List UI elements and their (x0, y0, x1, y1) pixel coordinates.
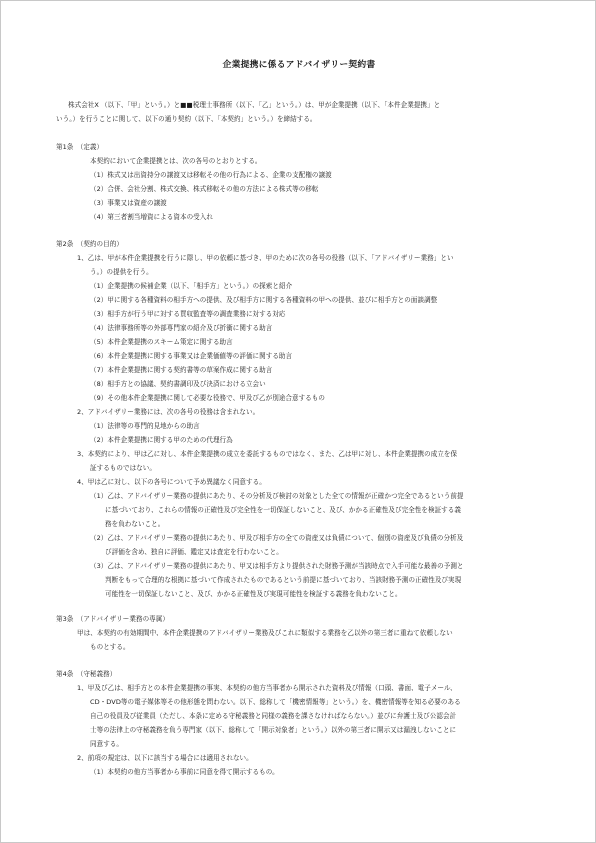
article-2-subitem: 務を負わないこと。 (105, 520, 165, 528)
article-4-paragraph: CD・DVD等の電子媒体等その他形態を問わない。以下、総称して「機密情報等」という。）を、機密情報等を知る必要のある (90, 698, 461, 706)
article-2-paragraph: 4、甲は乙に対し、以下の各号について予め異議なく同意する。 (77, 478, 266, 486)
article-1-item: （1）株式又は出資持分の譲渡又は移転その他の行為による、企業の支配権の譲渡 (90, 171, 332, 179)
article-3-body: 甲は、本契約の有効期間中、本件企業提携のアドバイザリー業務及びこれに類似する業務を乙以外の第三者に重ねて依頼しない (77, 629, 453, 637)
article-2-heading: 第2条 （契約の目的） (56, 240, 123, 248)
article-4-paragraph: 2、前項の規定は、以下に該当する場合には適用されない。 (77, 754, 253, 762)
article-2-paragraph: 2、アドバイザリー業務には、次の各号の役務は含まれない。 (77, 408, 260, 416)
article-2-paragraph: 1、乙は、甲が本件企業提携を行うに際し、甲の依頼に基づき、甲のために次の各号の役務（以下、「アドバイザリー業務」とい (77, 254, 454, 262)
preamble-line: いう。）を行うことに関して、以下の通り契約（以下、「本契約」という。）を締結する。 (56, 115, 317, 123)
article-1-item: （4）第三者割当増資による資本の受入れ (90, 213, 213, 221)
article-2-paragraph: 証するものではない。 (90, 464, 156, 472)
article-4-paragraph: 1、甲及び乙は、相手方との本件企業提携の事実、本契約の他方当事者から開示された資料及び情報（口頭、書面、電子メール、 (77, 684, 457, 692)
article-1-item: （2）合併、会社分割、株式交換、株式移転その他の方法による株式等の移転 (90, 185, 319, 193)
article-4-paragraph: 自己の役員及び従業員（ただし、本条に定める守秘義務と同様の義務を課さなければならない。）並びに弁護士及び公認会計 (90, 712, 457, 720)
article-2-paragraph: 3、本契約により、甲は乙に対し、本件企業提携の成立を委託するものではなく、また、乙は甲に対し、本件企業提携の成立を保 (77, 450, 458, 458)
article-4-heading: 第4条 （守秘義務） (56, 670, 117, 678)
article-2-item: （1）企業提携の候補企業（以下、「相手方」という。）の探索と紹介 (90, 282, 293, 290)
article-2-subitem: に基づいており、これらの情報の正確性及び完全性を一切保証しないこと、及び、かかる正確性及び完全性を検証する義 (105, 506, 461, 514)
article-1-item: （3）事業又は資産の譲渡 (90, 199, 167, 207)
article-2-subitem: 可能性を一切保証しないこと、及び、かかる正確性及び実現可能性を検証する義務を負わないこと。 (105, 590, 402, 598)
article-1-heading: 第1条 （定義） (56, 143, 104, 151)
article-3-body: ものとする。 (90, 643, 130, 651)
article-2-item: （5）本件企業提携のスキーム策定に関する助言 (90, 338, 233, 346)
article-2-subitem: （1）乙は、アドバイザリー業務の提供にあたり、その分析及び検討の対象とした全ての情報が正確かつ完全であるという前提 (90, 492, 464, 500)
article-2-item: （2）本件企業提携に関する甲のための代理行為 (90, 436, 233, 444)
article-3-heading: 第3条 （アドバイザリー業務の専属） (56, 615, 169, 623)
article-4-item: （1）本契約の他方当事者から事前に同意を得て開示するもの。 (90, 768, 279, 776)
document-title: 企業提携に係るアドバイザリー契約書 (222, 60, 376, 70)
article-2-subitem: （3）乙は、アドバイザリー業務の提供にあたり、甲又は相手方より提供された財務予測が当該時点で入手可能な最善の予測と (90, 562, 464, 570)
article-2-item: （4）法律事務所等の外部専門家の紹介及び折衝に関する助言 (90, 324, 273, 332)
article-1-intro: 本契約において企業提携とは、次の各号のとおりとする。 (90, 157, 262, 165)
article-4-paragraph: 同意する。 (90, 740, 123, 748)
article-2-item: （2）甲に関する各種資料の相手方への提供、及び相手方に関する各種資料の甲への提供、並びに相手方との面談調整 (90, 296, 438, 304)
article-2-subitem: 判断をもって合理的な根拠に基づいて作成されたものであるという前提に基づいており、当該財務予測の正確性及び実現 (105, 576, 462, 584)
article-2-item: （3）相手方が行う甲に対する買収監査等の調査業務に対する対応 (90, 310, 286, 318)
article-2-item: （6）本件企業提携に関する事業又は企業価値等の評価に関する助言 (90, 352, 293, 360)
article-4-paragraph: 士等の法律上の守秘義務を負う専門家（以下、総称して「開示対象者」という。）以外の第三者に開示又は漏洩しないことに (90, 726, 457, 734)
article-2-item: （1）法律等の専門的見地からの助言 (90, 422, 200, 430)
preamble-line: 株式会社X （以下、「甲」という。）と■■税理士事務所（以下、「乙」という。）は、甲が企業提携（以下、「本件企業提携」と (68, 101, 441, 109)
article-2-item: （9）その他本件企業提携に関して必要な役務で、甲及び乙が別途合意するもの (90, 394, 325, 402)
article-2-item: （7）本件企業提携に関する契約書等の草案作成に関する助言 (90, 366, 273, 374)
article-2-subitem: び評価を含め、独自に評価、鑑定又は査定を行わないこと。 (105, 548, 283, 556)
article-2-item: （8）相手方との協議、契約書調印及び決済における立会い (90, 380, 266, 388)
article-2-paragraph: う。）の提供を行う。 (90, 268, 153, 276)
article-2-subitem: （2）乙は、アドバイザリー業務の提供にあたり、甲及び相手方の全ての資産又は負債について、個別の資産及び負債の分析及 (90, 534, 464, 542)
